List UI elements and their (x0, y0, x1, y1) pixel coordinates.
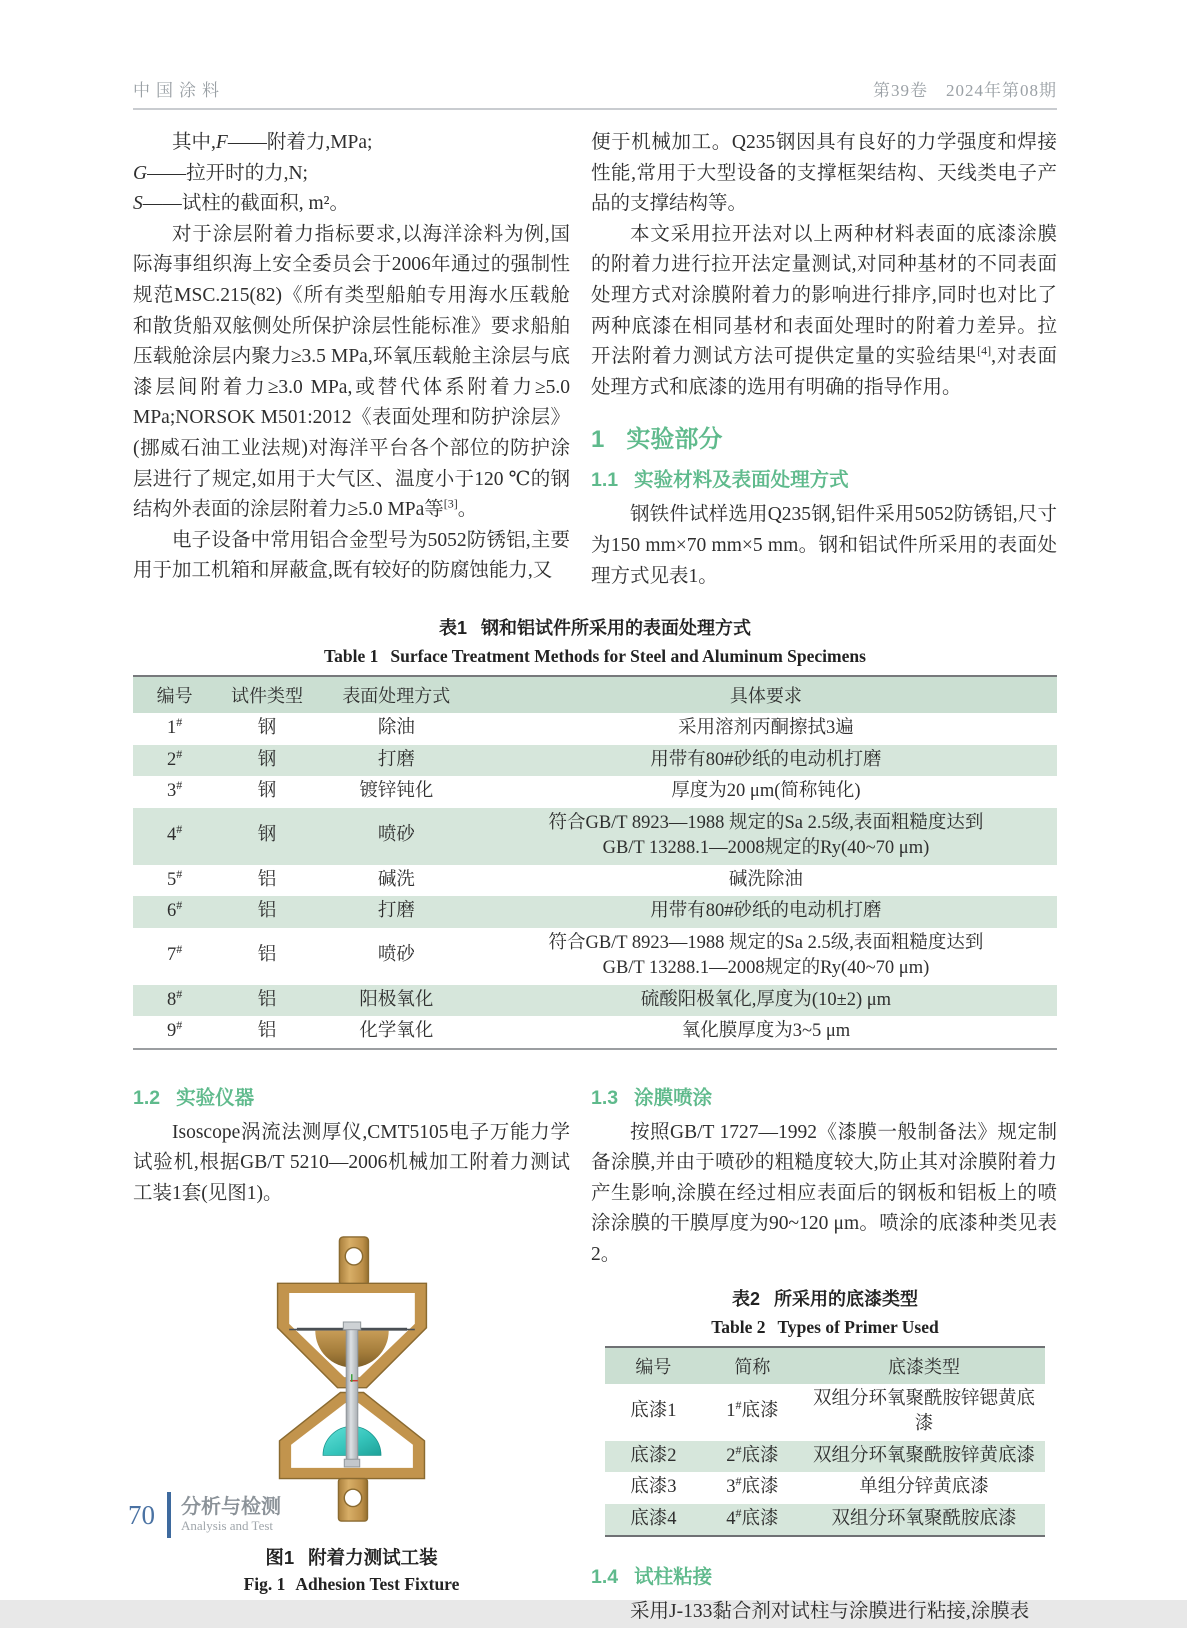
section-heading-1-4 (591, 1561, 1057, 1589)
table1-col-no: 编号 (133, 676, 216, 713)
footer-divider-bar (167, 1492, 171, 1538)
section-heading-1-2 (133, 1082, 570, 1110)
section-title: 实验部分 (626, 426, 723, 454)
table2-title-zh (605, 1285, 1045, 1311)
table1-block (133, 614, 1057, 1050)
table1 (133, 675, 1057, 1050)
table-row: 底漆2 2#底漆 双组分环氧聚酰胺锌黄底漆 (605, 1441, 1045, 1473)
paragraph-text: 本文采用拉开法对以上两种材料表面的底漆涂膜的附着力进行拉开法定量测试,对同种基材的不同表面处理方式对涂膜附着力的影响进行排序,同时也对比了两种底漆在相同基材和表面处理时的附着力差异。拉开法附着力测试方法可提供定量的实验结果 (591, 223, 1057, 368)
table2-col-no: 编号 (605, 1347, 702, 1384)
table2-label-en: Table 2 (711, 1316, 766, 1337)
issue-label: 2024年第08期 (946, 81, 1057, 100)
table1-caption-zh: 钢和铝试件所采用的表面处理方式 (481, 618, 751, 639)
table-row: 底漆4 4#底漆 双组分环氧聚酰胺底漆 (605, 1504, 1045, 1537)
figure1-text-en: Adhesion Test Fixture (295, 1574, 460, 1595)
table-row: 底漆3 3#底漆 单组分锌黄底漆 (630, 1473, 989, 1498)
paragraph-text: 钢铁件试样选用Q235钢,铝件采用5052防锈铝,尺寸为150 mm×70 mm×5 mm。钢和铝试件所采用的表面处理方式见表1。 (591, 504, 1057, 587)
table-row: 3# 钢 镀锌钝化 厚度为20 μm(简称钝化) (166, 777, 861, 802)
table-row: 9# 铝 化学氧化 氧化膜厚度为3~5 μm (166, 1017, 851, 1042)
paragraph-text: ,对表面处理方式和底漆的选用有明确的指导作用。 (591, 346, 1057, 398)
table-row: 5# 铝 碱洗 碱洗除油 (166, 866, 803, 890)
table1-label-en: Table 1 (324, 646, 379, 667)
right-column-top (591, 128, 1057, 592)
table-row: 4# 钢 喷砂 符合GB/T 8923—1988 规定的Sa 2.5级,表面粗糙度达到GB/T 13288.1—2008规定的Ry(40~70 μm) (133, 808, 1057, 865)
section-number: 1.4 (591, 1566, 619, 1589)
paragraph-pulloff-method (591, 220, 1057, 404)
paragraph-text: 采用J-133黏合剂对试柱与涂膜进行粘接,涂膜表 (630, 1601, 1030, 1623)
table2-caption-en: Types of Primer Used (777, 1316, 939, 1337)
table1-col-method: 表面处理方式 (318, 676, 475, 713)
table1-col-type: 试件类型 (216, 676, 318, 713)
table-row: 1# 钢 除油 采用溶剂丙酮擦拭3遍 (166, 714, 854, 739)
section-title: 试柱粘接 (634, 1566, 713, 1589)
table-row: 7# 铝 喷砂 符合GB/T 8923—1988 规定的Sa 2.5级,表面粗糙度达到GB/T 13288.1—2008规定的Ry(40~70 μm) (166, 932, 984, 979)
journal-name: 中国涂料 (133, 81, 225, 100)
section-number: 1.2 (133, 1086, 161, 1109)
paragraph-aluminum-alloy (133, 526, 570, 587)
table2-title-en (605, 1317, 1045, 1338)
page-number: 70 (128, 1499, 155, 1530)
section-number: 1 (591, 426, 605, 454)
left-column-top (133, 128, 570, 592)
table1-header-row (133, 676, 1057, 713)
table2 (605, 1346, 1045, 1538)
right-column-bottom (591, 1072, 1057, 1628)
citation-ref-4: [4] (977, 343, 992, 358)
top-columns (133, 128, 1057, 592)
bottom-columns (133, 1072, 1057, 1628)
section-number: 1.1 (591, 469, 619, 492)
figure1-text-zh: 附着力测试工装 (308, 1547, 438, 1569)
citation-ref-3: [3] (443, 496, 458, 511)
figure1-caption-en (133, 1574, 570, 1595)
table2-label-zh: 表2 (731, 1288, 760, 1309)
paragraph-coating-requirements (133, 220, 570, 526)
table2-block (605, 1285, 1045, 1538)
paragraph-film-spraying (591, 1118, 1057, 1271)
paragraph-text: Isoscope涡流法测厚仪,CMT5105电子万能力学试验机,根据GB/T 5210—2006机械加工附着力测试工装1套(见图1)。 (133, 1121, 570, 1204)
table2-header-row (605, 1347, 1045, 1384)
paragraph-instruments (133, 1118, 570, 1210)
paragraph-text: 便于机械加工。Q235钢因具有良好的力学强度和焊接性能,常用于大型设备的支撑框架结构、天线类电子产品的支撑结构等。 (591, 132, 1057, 215)
def-var-f: F (215, 132, 228, 153)
paragraph-text: 电子设备中常用铝合金型号为5052防锈铝,主要用于加工机箱和屏蔽盒,既有较好的防腐蚀能力,又 (133, 529, 570, 582)
footer-section (181, 1496, 281, 1534)
definition-line-f (133, 128, 570, 159)
issue-info (873, 76, 1057, 101)
table-row: 6# 铝 打磨 用带有80#砂纸的电动机打磨 (133, 896, 1057, 928)
figure1-image (133, 1235, 570, 1528)
section-heading-1-3 (591, 1082, 1057, 1110)
table-row: 8# 铝 阳极氧化 硫酸阳极氧化,厚度为(10±2) μm (133, 985, 1057, 1017)
table1-title-zh (133, 614, 1057, 640)
definition-line-s (133, 189, 570, 220)
section-title: 涂膜喷涂 (634, 1086, 713, 1109)
table-row: 底漆1 1#底漆 双组分环氧聚酰胺锌锶黄底漆 (630, 1388, 1035, 1435)
paragraph-q235-steel (591, 128, 1057, 220)
table1-col-req: 具体要求 (475, 676, 1057, 713)
def-var-g: G (133, 162, 148, 184)
def-var-s: S (133, 193, 143, 215)
section-title: 实验仪器 (176, 1086, 255, 1109)
section-title: 实验材料及表面处理方式 (634, 469, 849, 492)
section-heading-1-1 (591, 464, 1057, 492)
page-footer (128, 1492, 281, 1538)
def-post: ——拉开时的力,N; (147, 162, 308, 184)
paragraph-text: 按照GB/T 1727—1992《漆膜一般制备法》规定制备涂膜,并由于喷砂的粗糙度较大,防止其对涂膜附着力产生影响,涂膜在经过相应表面后的钢板和铝板上的喷涂涂膜的干膜厚度为90~120 μm。喷涂的底漆种类见表2。 (591, 1121, 1057, 1265)
figure1-label-zh: 图1 (265, 1547, 295, 1569)
table-row: 2# 钢 打磨 用带有80#砂纸的电动机打磨 (133, 745, 1057, 777)
def-post: ——试柱的截面积, m²。 (142, 193, 350, 215)
paragraph-text: 。 (457, 499, 478, 521)
footer-section-en: Analysis and Test (181, 1518, 274, 1533)
figure1-label-en: Fig. 1 (243, 1574, 286, 1595)
table2-col-abbr: 简称 (702, 1347, 803, 1384)
table1-label-zh: 表1 (438, 618, 467, 639)
definition-line-g (133, 159, 570, 190)
adhesion-fixture-drawing (264, 1235, 440, 1523)
def-pre: 其中, (172, 132, 216, 153)
volume-label: 第39卷 (873, 81, 928, 100)
footer-section-zh: 分析与检测 (181, 1496, 281, 1518)
def-post: ——附着力,MPa; (227, 132, 373, 153)
page-content (133, 128, 1057, 1628)
paragraph-specimen-materials (591, 500, 1057, 592)
left-column-bottom (133, 1072, 570, 1628)
table1-title-en (133, 646, 1057, 667)
table2-caption-zh: 所采用的底漆类型 (774, 1288, 918, 1309)
table2-col-type: 底漆类型 (803, 1347, 1045, 1384)
paragraph-text: 对于涂层附着力指标要求,以海洋涂料为例,国际海事组织海上安全委员会于2006年通过的强制性规范MSC.215(82)《所有类型船舶专用海水压载舱和散货船双舷侧处所保护涂层性能标准》要求船舶压载舱涂层内聚力≥3.5 MPa,环氧压载舱主涂层与底漆层间附着力≥3.0 MPa,或替代体系附着力≥5.0 MPa;NORSOK M501:2012《表面处理和防护涂层》(挪威石油工业法规)对海洋平台各个部位的防护涂层进行了规定,如用于大气区、温度小于120 ℃的钢结构外表面的涂层附着力≥5.0 MPa等 (133, 223, 570, 521)
page-header (133, 76, 1057, 110)
paragraph-pillar-bonding (591, 1597, 1057, 1628)
section-number: 1.3 (591, 1086, 619, 1109)
table1-caption-en: Surface Treatment Methods for Steel and Aluminum Specimens (390, 646, 866, 667)
section-heading-1 (591, 419, 1057, 454)
figure1-caption-zh (133, 1544, 570, 1570)
